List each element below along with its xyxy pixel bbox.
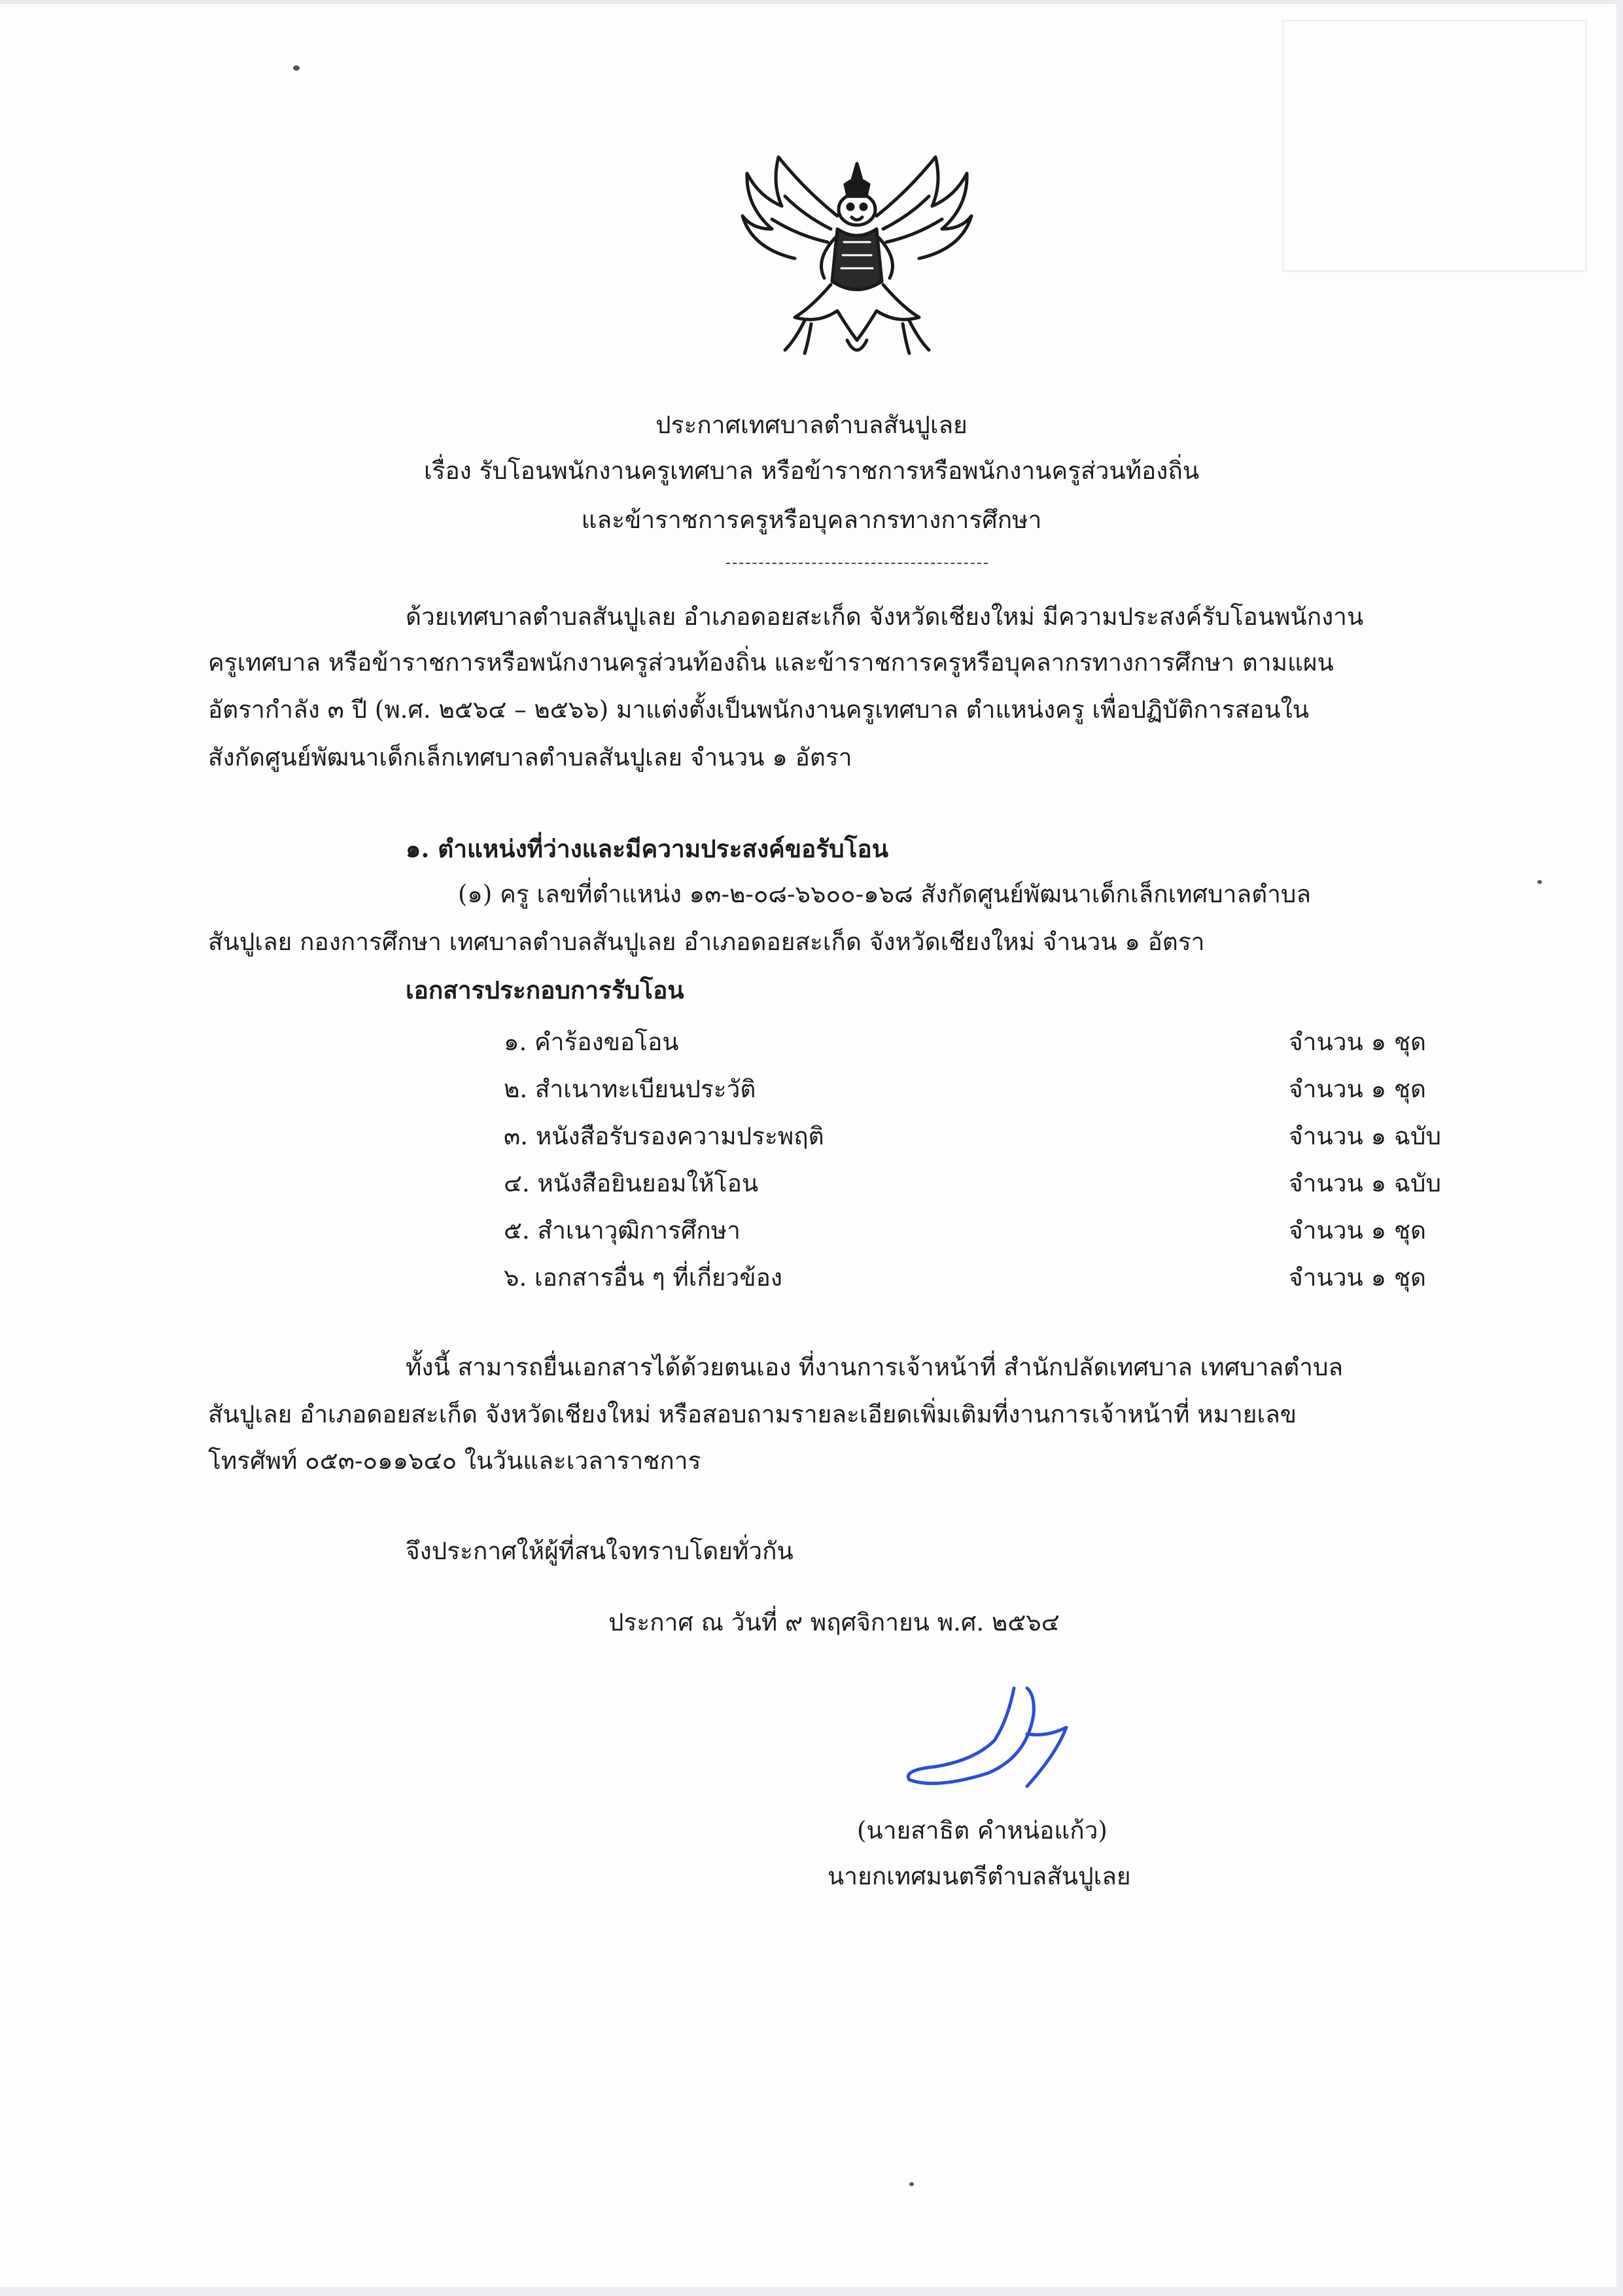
handwritten-signature — [896, 1675, 1092, 1793]
intro-paragraph-line: ครูเทศบาล หรือข้าราชการหรือพนักงานครูส่วนท้องถิ่น และข้าราชการครูหรือบุคลากรทางการศึกษา ตามแผน — [208, 648, 1334, 677]
document-item-qty: จำนวน ๑ ฉบับ — [1289, 1122, 1442, 1150]
document-item-qty: จำนวน ๑ ชุด — [1289, 1075, 1426, 1103]
subject-line-continued: และข้าราชการครูหรือบุคลากรทางการศึกษา — [581, 506, 1042, 534]
document-item-label: ๓. หนังสือรับรองความประพฤติ — [504, 1122, 824, 1150]
show-through-stamp — [1282, 20, 1587, 272]
document-item-label: ๒. สำเนาทะเบียนประวัติ — [504, 1075, 756, 1103]
contact-paragraph-line: สันปูเลย อำเภอดอยสะเก็ด จังหวัดเชียงใหม่ หรือสอบถามรายละเอียดเพิ่มเติมที่งานการเจ้าหน้าที่ หมายเลข — [208, 1400, 1297, 1428]
intro-paragraph-line: ด้วยเทศบาลตำบลสันปูเลย อำเภอดอยสะเก็ด จังหวัดเชียงใหม่ มีความประสงค์รับโอนพนักงาน — [406, 603, 1364, 631]
signatory-name: (นายสาธิต คำหน่อแก้ว) — [857, 1816, 1108, 1845]
document-item-qty: จำนวน ๑ ชุด — [1289, 1028, 1426, 1056]
intro-paragraph-line: สังกัดศูนย์พัฒนาเด็กเล็กเทศบาลตำบลสันปูเลย จำนวน ๑ อัตรา — [208, 743, 852, 771]
section-heading: ๑. ตำแหน่งที่ว่างและมีความประสงค์ขอรับโอน — [406, 834, 889, 863]
scan-speck — [909, 2182, 914, 2186]
scan-edge-bottom — [0, 2287, 1623, 2296]
announcement-title: ประกาศเทศบาลตำบลสันปูเลย — [655, 411, 968, 439]
position-detail-line: สันปูเลย กองการศึกษา เทศบาลตำบลสันปูเลย อำเภอดอยสะเก็ด จังหวัดเชียงใหม่ จำนวน ๑ อัตรา — [208, 928, 1205, 956]
scan-edge-top — [0, 0, 1623, 4]
scan-speck — [1537, 880, 1542, 884]
document-item-label: ๑. คำร้องขอโอน — [504, 1028, 679, 1056]
document-item-label: ๖. เอกสารอื่น ๆ ที่เกี่ยวข้อง — [504, 1263, 782, 1292]
title-divider — [726, 563, 988, 564]
document-item-qty: จำนวน ๑ ฉบับ — [1289, 1169, 1442, 1197]
scan-speck — [293, 65, 300, 71]
scan-edge-right — [1616, 0, 1623, 2296]
documents-heading: เอกสารประกอบการรับโอน — [406, 976, 684, 1004]
document-item-label: ๕. สำเนาวุฒิการศึกษา — [504, 1216, 741, 1245]
subject-line: เรื่อง รับโอนพนักงานครูเทศบาล หรือข้าราชการหรือพนักงานครูส่วนท้องถิ่น — [423, 457, 1200, 485]
position-detail-line: (๑) ครู เลขที่ตำแหน่ง ๑๓-๒-๐๘-๖๖๐๐-๑๖๘ สังกัดศูนย์พัฒนาเด็กเล็กเทศบาลตำบล — [458, 880, 1312, 908]
contact-paragraph-line: ทั้งนี้ สามารถยื่นเอกสารได้ด้วยตนเอง ที่งานการเจ้าหน้าที่ สำนักปลัดเทศบาล เทศบาลตำบล — [406, 1353, 1344, 1381]
announcement-date: ประกาศ ณ วันที่ ๙ พฤศจิกายน พ.ศ. ๒๕๖๔ — [608, 1608, 1060, 1636]
contact-paragraph-line: โทรศัพท์ ๐๕๓-๐๑๑๖๔๐ ในวันและเวลาราชการ — [208, 1447, 701, 1475]
document-item-label: ๔. หนังสือยินยอมให้โอน — [504, 1169, 759, 1197]
intro-paragraph-line: อัตรากำลัง ๓ ปี (พ.ศ. ๒๕๖๔ – ๒๕๖๖) มาแต่งตั้งเป็นพนักงานครูเทศบาล ตำแหน่งครู เพื่อปฏิบัติการสอนใน — [208, 696, 1310, 724]
closing-statement: จึงประกาศให้ผู้ที่สนใจทราบโดยทั่วกัน — [406, 1537, 794, 1565]
document-item-qty: จำนวน ๑ ชุด — [1289, 1216, 1426, 1245]
garuda-emblem-icon — [733, 144, 981, 366]
signatory-title: นายกเทศมนตรีตำบลสันปูเลย — [828, 1862, 1131, 1890]
document-item-qty: จำนวน ๑ ชุด — [1289, 1263, 1426, 1292]
